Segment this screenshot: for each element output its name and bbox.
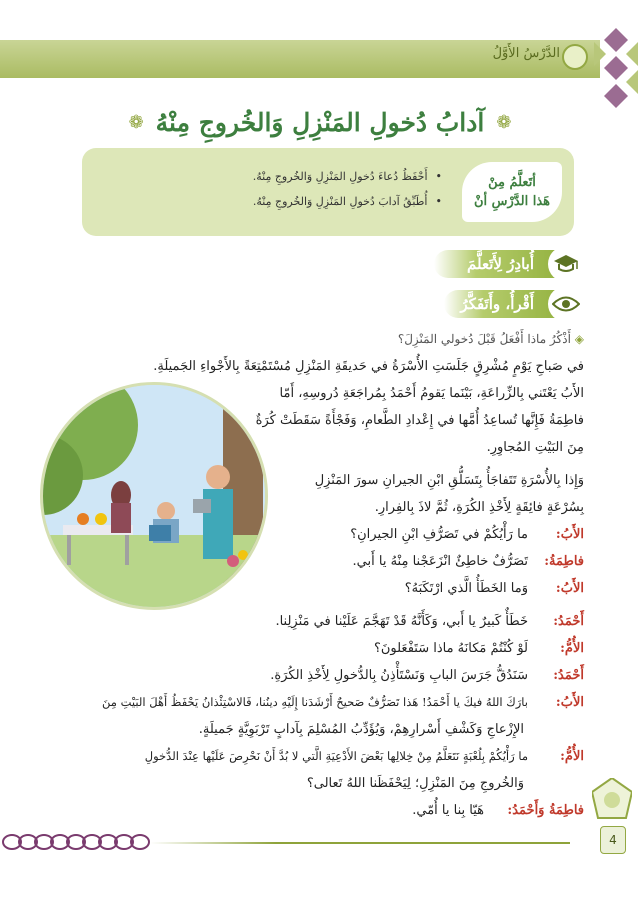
ornament-icon: ❁ bbox=[128, 111, 144, 133]
dialogue-text: تَصَرُّفٌ خاطِئٌ انْزَعَجْنا مِنْهُ يا أَبي. bbox=[352, 554, 528, 569]
objectives-box bbox=[82, 148, 574, 236]
story-line: مِنَ البَيْتِ المُجاوِرِ. bbox=[486, 440, 584, 455]
speaker-name: الأَبُ: bbox=[555, 581, 584, 596]
dialogue-text: ما رَأْيُكُمْ في تَصَرُّفِ ابْنِ الجيرانِ؟ bbox=[350, 527, 528, 542]
dialogue-continuation: الإِزْعاجِ وَكَشْفِ أَسْرارِهِمْ، وَيُؤَدِّبُ المُسْلِمَ بِآدابٍ تَرْبَوِيَّةٍ جَميلَةٍ. bbox=[198, 722, 524, 737]
ornament-icon: ❁ bbox=[496, 111, 512, 133]
chain-ornament-icon bbox=[0, 828, 150, 856]
dialogue-line bbox=[64, 797, 584, 824]
speaker-name: فاطِمَةُ: bbox=[544, 554, 584, 569]
dialogue-block bbox=[64, 608, 584, 824]
objective-item: • أُطَبِّقُ آدابَ دُخولِ المَنْزِلِ وَالخُروجِ مِنْهُ. bbox=[142, 195, 442, 208]
footer-divider bbox=[150, 842, 570, 844]
dialogue-text: بارَكَ اللهُ فيكَ يا أَحْمَدُ! هَذا تَصَرُّفٌ صَحيحٌ أَرْشَدَنا إِلَيْهِ دينُنا، فَالاسْتِئْذانُ يَحْفَظُ أَهْلَ البَيْتِ مِنَ bbox=[102, 695, 528, 709]
dialogue-line bbox=[254, 521, 584, 548]
family-garden-illustration bbox=[40, 382, 268, 610]
title-area bbox=[110, 98, 530, 146]
eye-icon bbox=[548, 286, 584, 322]
story-line: الأَبُ يَعْتَني بِالزِّراعَةِ، بَيْنَما يَقومُ أَحْمَدُ بِمُراجَعَةِ دُروسِهِ، أَمّا bbox=[279, 386, 584, 401]
speaker-name: الأَبُ: bbox=[555, 527, 584, 542]
speaker-name: الأَبُ: bbox=[555, 695, 584, 710]
section-read-label: أَقْرأُ، وأَتَفَكَّرُ bbox=[460, 295, 534, 313]
dialogue-line bbox=[254, 575, 584, 602]
objectives-label-line2: هَذا الدَّرْسِ أنْ bbox=[473, 194, 551, 209]
lesson-tag: الدَّرْسُ الأَوَّلُ bbox=[492, 46, 560, 61]
section-start-label: أُبادِرُ لِأَتَعلَّمَ bbox=[467, 255, 534, 273]
page-title: آدابُ دُخولِ المَنْزِلِ وَالخُروجِ مِنْهُ bbox=[155, 107, 485, 137]
speaker-name: أَحْمَدُ: bbox=[553, 614, 584, 629]
objectives-label-line1: أتَعلَّمُ مِنْ bbox=[488, 174, 536, 190]
speaker-name: أَحْمَدُ: bbox=[553, 668, 584, 683]
geometric-pattern-icon bbox=[594, 28, 638, 108]
dialogue-line bbox=[64, 662, 584, 689]
dialogue-text: خَطَأٌ كَبيرٌ يا أَبي، وَكَأَنَّهُ قَدْ تَهَجَّمَ عَلَيْنا في مَنْزِلِنا. bbox=[275, 614, 528, 629]
dialogue-text: لَوْ كُنْتُمْ مَكانَهُ ماذا سَتَفْعَلونَ؟ bbox=[373, 641, 528, 656]
dialogue-text: وَما الخَطَأُ الَّذي ارْتَكَبَهُ؟ bbox=[404, 581, 528, 596]
speaker-name: فاطِمَةُ وَأَحْمَدُ: bbox=[507, 803, 584, 818]
dialogue-text: ما رَأْيُكُمْ بِلُعْبَةٍ نَتَعَلَّمُ مِنْ خِلالِها بَعْضَ الأَدْعِيَةِ الَّتي لا بُدَّ أَنْ نَحْرِصَ عَلَيْها عِنْدَ الدُّخولِ bbox=[144, 749, 528, 763]
page-number: 4 bbox=[600, 826, 626, 854]
dialogue-line bbox=[64, 635, 584, 662]
medal-icon bbox=[562, 44, 588, 70]
prompt-question: ◈ أَذْكُرُ ماذا أَفْعَلُ قَبْلَ دُخولي المَنْزِلَ؟ bbox=[64, 326, 584, 353]
dialogue-line bbox=[64, 608, 584, 635]
graduation-cap-icon bbox=[548, 246, 584, 282]
section-read bbox=[444, 290, 574, 318]
objectives-label bbox=[462, 162, 562, 222]
speaker-name: الأُمُّ: bbox=[560, 749, 584, 764]
story-line: بِسُرْعَةٍ فائِقَةٍ لِأَخْذِ الكُرَةِ، ثُمَّ لاذَ بِالفِرارِ. bbox=[374, 500, 584, 515]
dialogue-continuation: وَالخُروجِ مِنَ المَنْزِلِ؛ لِيَحْفَظَنا اللهُ تَعالى؟ bbox=[306, 776, 524, 791]
dialogue-line bbox=[64, 743, 584, 770]
objective-item: • أَحْفَظُ دُعاءَ دُخولِ المَنْزِلِ وَالخُروجِ مِنْهُ. bbox=[142, 170, 442, 183]
section-start bbox=[434, 250, 574, 278]
story-paragraph: في صَباحِ يَوْمٍ مُشْرِقٍ جَلَسَتِ الأُسْرَةُ في حَديقَةِ المَنْزِلِ مُسْتَمْتِعَةً بِالأَجْواءِ الجَميلَةِ. bbox=[153, 359, 584, 374]
story-text bbox=[64, 326, 584, 380]
story-line: وَإِذا بِالأُسْرَةِ تَتَفاجَأُ بِتَسَلُّقِ ابْنِ الجيرانِ سورَ المَنْزِلِ bbox=[314, 473, 584, 488]
dialogue-line bbox=[254, 548, 584, 575]
page-medal-icon bbox=[592, 778, 632, 822]
objectives-list bbox=[142, 166, 442, 220]
story-line: فاطِمَةُ فَإِنَّها تُساعِدُ أُمَّها في إِعْدادِ الطَّعامِ، وَفَجْأَةً سَقَطَتْ كُرَةٌ bbox=[255, 413, 584, 428]
story-text-narrow bbox=[254, 380, 584, 602]
dialogue-text: سَنَدُقُّ جَرَسَ البابِ وَنَسْتَأْذِنُ بِالدُّخولِ لِأَخْذِ الكُرَةِ. bbox=[270, 668, 528, 683]
dialogue-line bbox=[64, 689, 584, 716]
speaker-name: الأُمُّ: bbox=[560, 641, 584, 656]
dialogue-text: هَيّا بِنا يا أُمّي. bbox=[412, 803, 484, 818]
